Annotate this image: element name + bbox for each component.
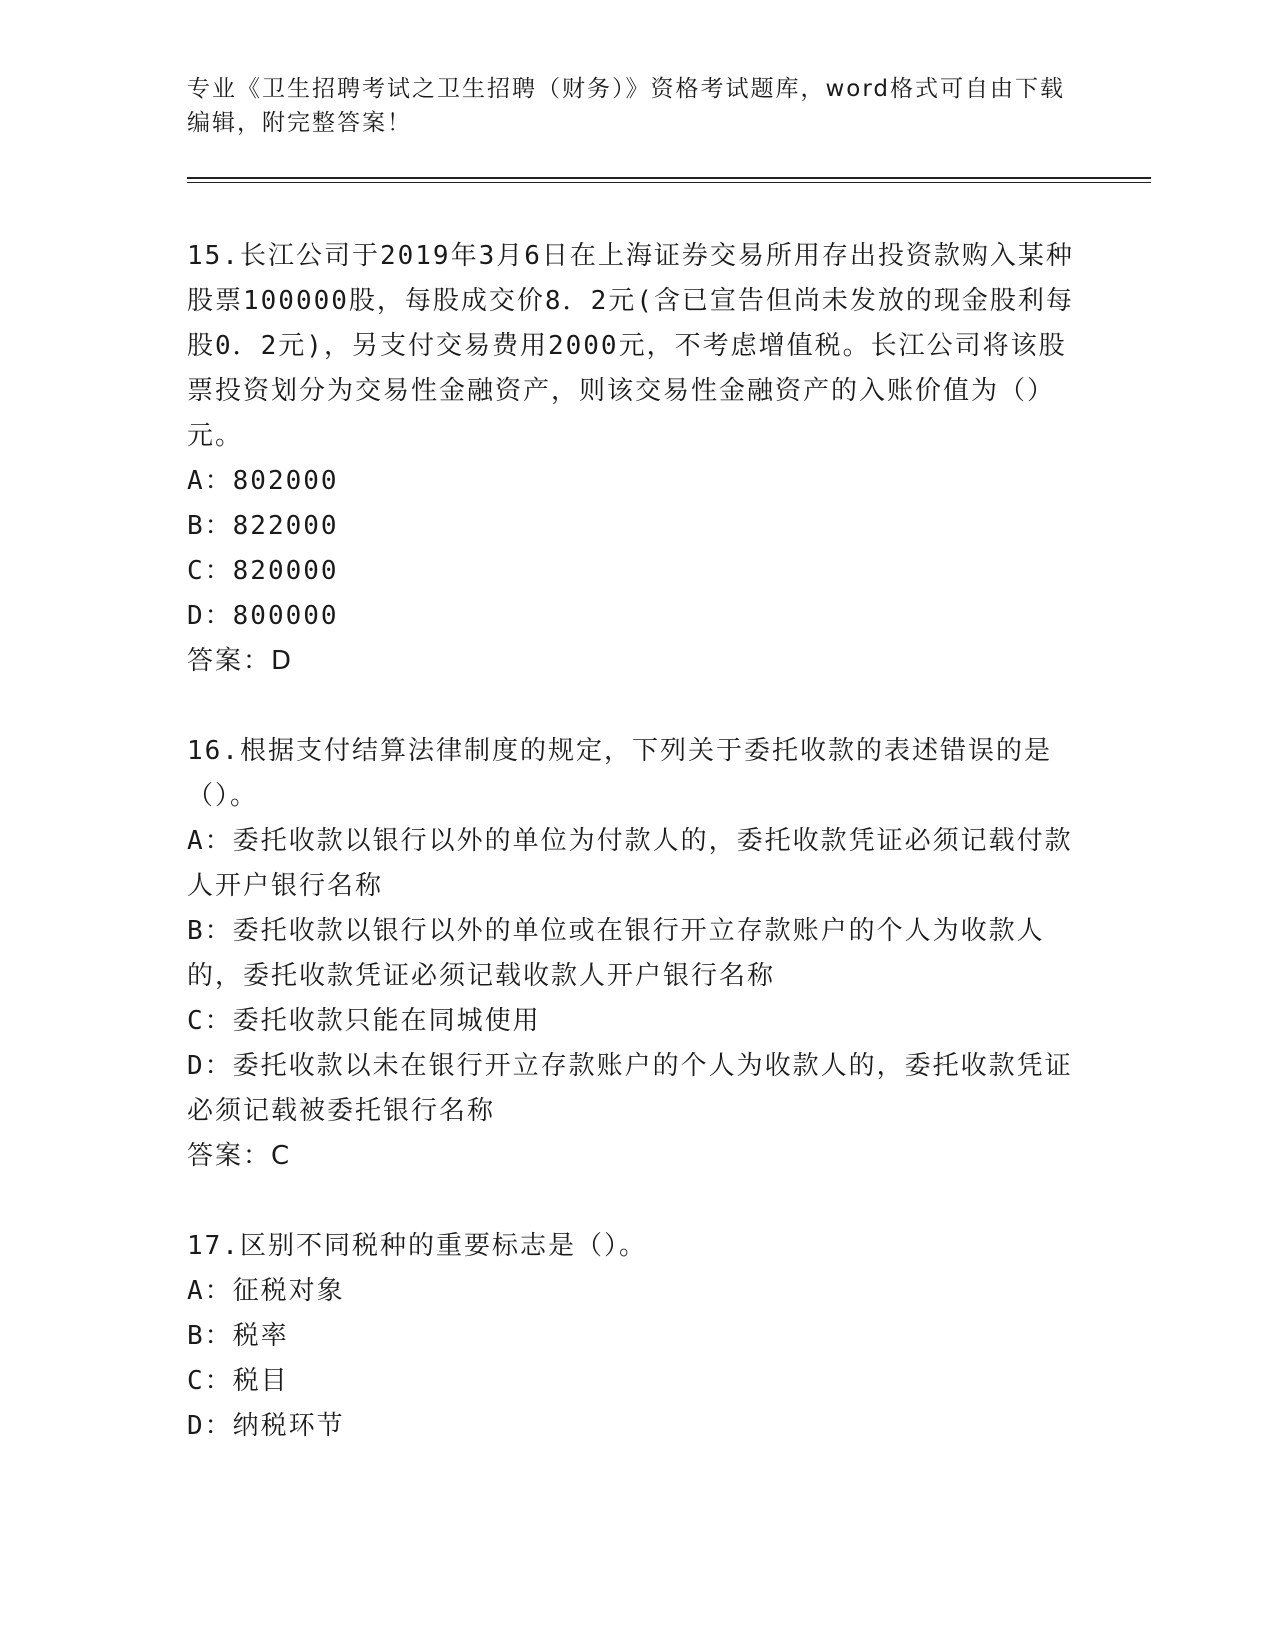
option-c: C：委托收款只能在同城使用 (187, 1006, 541, 1036)
header-rule-thick (187, 177, 1151, 179)
question-text: 16.根据支付结算法律制度的规定，下列关于委托收款的表述错误的是（）。 (187, 736, 1052, 811)
option-a: A：802000 (187, 466, 339, 496)
option-d: D：800000 (187, 601, 339, 631)
option-a: A：委托收款以银行以外的单位为付款人的，委托收款凭证必须记载付款人开户银行名称 (187, 826, 1073, 901)
option-b: B：委托收款以银行以外的单位或在银行开立存款账户的个人为收款人的，委托收款凭证必须记载收款人开户银行名称 (187, 916, 1045, 991)
question-list (187, 234, 1077, 1449)
answer-text: 答案：C (187, 1141, 292, 1171)
document-header (187, 72, 1067, 140)
answer-text: 答案：D (187, 646, 294, 676)
header-intro-text: 专业《卫生招聘考试之卫生招聘（财务）》资格考试题库，word格式可自由下载编辑，附完整答案！ (187, 76, 1066, 136)
option-b: B：税率 (187, 1321, 289, 1351)
header-rule-thin (187, 182, 1151, 183)
question-17 (187, 1224, 1077, 1449)
question-text: 17.区别不同税种的重要标志是（）。 (187, 1231, 647, 1261)
option-a: A：征税对象 (187, 1276, 345, 1306)
option-c: C：820000 (187, 556, 339, 586)
question-15 (187, 234, 1077, 684)
option-c: C：税目 (187, 1366, 289, 1396)
question-text: 15.长江公司于2019年3月6日在上海证券交易所用存出投资款购入某种股票100000股，每股成交价8．2元(含已宣告但尚未发放的现金股利每股0．2元)，另支付交易费用2000元，不考虑增值税。长江公司将该股票投资划分为交易性金融资产，则该交易性金融资产的入账价值为（）元。 (187, 241, 1074, 451)
question-spacer (187, 684, 1077, 729)
question-spacer (187, 1179, 1077, 1224)
option-d: D：委托收款以未在银行开立存款账户的个人为收款人的，委托收款凭证必须记载被委托银行名称 (187, 1051, 1073, 1126)
option-b: B：822000 (187, 511, 339, 541)
question-16 (187, 729, 1077, 1179)
option-d: D：纳税环节 (187, 1411, 345, 1441)
